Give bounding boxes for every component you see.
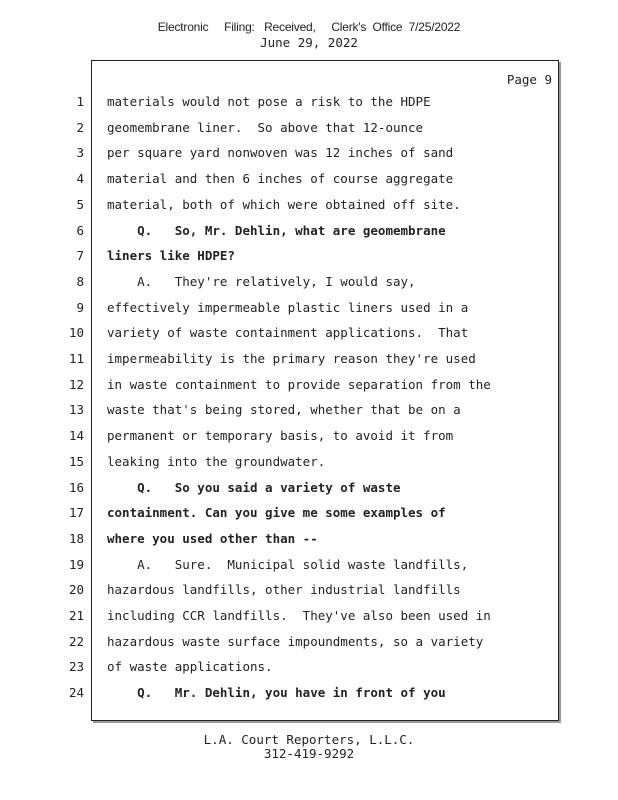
line-number: 4 bbox=[76, 171, 84, 186]
transcript-line: material and then 6 inches of course aggregate bbox=[107, 171, 454, 186]
transcript-date: June 29, 2022 bbox=[260, 35, 358, 50]
transcript-line: materials would not pose a risk to the HDPE bbox=[107, 94, 431, 109]
line-number: 23 bbox=[68, 659, 84, 674]
transcript-line: Q. Mr. Dehlin, you have in front of you bbox=[107, 685, 446, 700]
line-number: 17 bbox=[68, 505, 84, 520]
line-number: 5 bbox=[76, 197, 84, 212]
transcript-line: effectively impermeable plastic liners used in a bbox=[107, 300, 469, 315]
transcript-line: Q. So, Mr. Dehlin, what are geomembrane bbox=[107, 223, 446, 238]
transcript-line: where you used other than -- bbox=[107, 531, 318, 546]
line-number: 7 bbox=[76, 248, 84, 263]
transcript-line: material, both of which were obtained off site. bbox=[107, 197, 461, 212]
transcript-line: in waste containment to provide separation from the bbox=[107, 377, 491, 392]
transcript-line: liners like HDPE? bbox=[107, 248, 235, 263]
page-number: Page 9 bbox=[506, 72, 552, 87]
line-number: 3 bbox=[76, 145, 84, 160]
line-number: 9 bbox=[76, 300, 84, 315]
line-number: 13 bbox=[68, 402, 84, 417]
transcript-line: Q. So you said a variety of waste bbox=[107, 480, 401, 495]
footer-phone: 312-419-9292 bbox=[263, 746, 355, 761]
transcript-line: per square yard nonwoven was 12 inches of sand bbox=[107, 145, 454, 160]
line-number: 10 bbox=[68, 325, 84, 340]
line-number: 18 bbox=[68, 531, 84, 546]
transcript-line: including CCR landfills. They've also been used in bbox=[107, 608, 491, 623]
line-number: 21 bbox=[68, 608, 84, 623]
line-number: 11 bbox=[68, 351, 84, 366]
footer-company: L.A. Court Reporters, L.L.C. bbox=[203, 732, 415, 747]
transcript-line: impermeability is the primary reason they're used bbox=[107, 351, 476, 366]
line-number: 1 bbox=[76, 94, 84, 109]
filing-stamp: Electronic Filing: Received, Clerk's Office 7/25/2022 bbox=[157, 20, 461, 34]
line-number: 14 bbox=[68, 428, 84, 443]
line-number: 6 bbox=[76, 223, 84, 238]
transcript-line: hazardous landfills, other industrial landfills bbox=[107, 582, 461, 597]
line-number: 20 bbox=[68, 582, 84, 597]
transcript-line: variety of waste containment applications. That bbox=[107, 325, 469, 340]
transcript-line: containment. Can you give me some examples of bbox=[107, 505, 446, 520]
line-number: 12 bbox=[68, 377, 84, 392]
line-number: 2 bbox=[76, 120, 84, 135]
line-number: 22 bbox=[68, 634, 84, 649]
transcript-line: leaking into the groundwater. bbox=[107, 454, 326, 469]
transcript-line: hazardous waste surface impoundments, so a variety bbox=[107, 634, 484, 649]
line-number: 16 bbox=[68, 480, 84, 495]
line-number: 24 bbox=[68, 685, 84, 700]
line-number: 15 bbox=[68, 454, 84, 469]
line-number: 19 bbox=[68, 557, 84, 572]
transcript-line: waste that's being stored, whether that be on a bbox=[107, 402, 461, 417]
transcript-line: geomembrane liner. So above that 12-ounce bbox=[107, 120, 424, 135]
transcript-line: permanent or temporary basis, to avoid it from bbox=[107, 428, 454, 443]
transcript-line: of waste applications. bbox=[107, 659, 273, 674]
transcript-line: A. Sure. Municipal solid waste landfills, bbox=[107, 557, 469, 572]
line-number: 8 bbox=[76, 274, 84, 289]
transcript-line: A. They're relatively, I would say, bbox=[107, 274, 416, 289]
